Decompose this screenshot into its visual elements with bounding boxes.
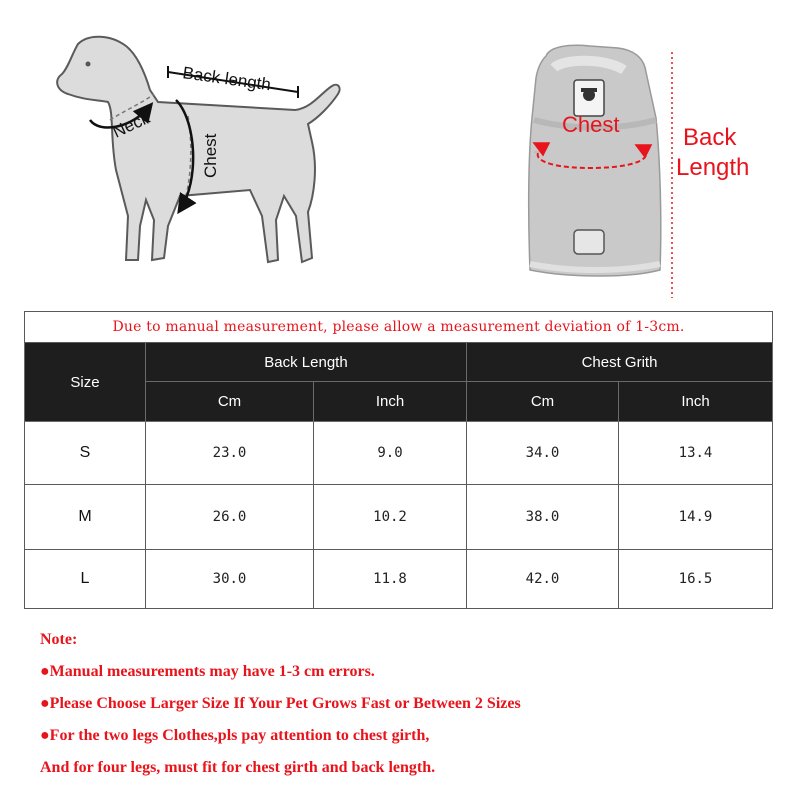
note-line: ●Manual measurements may have 1-3 cm errors. — [40, 663, 375, 680]
table-row — [25, 422, 773, 485]
chest-label: Chest — [201, 133, 220, 178]
unit-header-inch: Inch — [314, 382, 467, 422]
size-cell: M — [25, 485, 146, 550]
size-cell: S — [25, 422, 146, 485]
coat-length-label: Length — [676, 154, 750, 181]
table-row — [25, 485, 773, 550]
back-length-label: Back length — [181, 63, 273, 95]
note-line: ●Please Choose Larger Size If Your Pet Grows Fast or Between 2 Sizes — [40, 695, 521, 712]
notes-title: Note: — [40, 631, 78, 648]
table-row — [25, 550, 773, 609]
value-cell: 9.0 — [314, 422, 467, 485]
coat-illustration — [510, 38, 780, 300]
size-chart-table — [24, 311, 773, 609]
value-cell: 14.9 — [619, 485, 773, 550]
value-cell: 10.2 — [314, 485, 467, 550]
note-line: ●For the two legs Clothes,pls pay attention to chest girth, — [40, 727, 430, 744]
unit-header-cm: Cm — [146, 382, 314, 422]
value-cell: 11.8 — [314, 550, 467, 609]
neck-label: Neck — [109, 108, 153, 142]
value-cell: 38.0 — [467, 485, 619, 550]
coat-chest-label: Chest — [562, 112, 620, 137]
unit-header-inch: Inch — [619, 382, 773, 422]
size-cell: L — [25, 550, 146, 609]
value-cell: 30.0 — [146, 550, 314, 609]
value-cell: 34.0 — [467, 422, 619, 485]
measurement-notice: Due to manual measurement, please allow a measurement deviation of 1-3cm. — [25, 312, 773, 343]
back-length-header: Back Length — [146, 343, 467, 382]
note-line: And for four legs, must fit for chest girth and back length. — [40, 759, 436, 776]
unit-header-cm: Cm — [467, 382, 619, 422]
value-cell: 42.0 — [467, 550, 619, 609]
size-header: Size — [25, 343, 146, 422]
notes-section — [40, 630, 780, 790]
coat-tag-patch — [574, 230, 604, 254]
dog-measurement-illustration — [40, 20, 370, 300]
value-cell: 13.4 — [619, 422, 773, 485]
value-cell: 26.0 — [146, 485, 314, 550]
value-cell: 16.5 — [619, 550, 773, 609]
coat-back-label: Back — [683, 124, 737, 151]
dog-eye — [86, 62, 91, 67]
chest-girth-header: Chest Grith — [467, 343, 773, 382]
value-cell: 23.0 — [146, 422, 314, 485]
